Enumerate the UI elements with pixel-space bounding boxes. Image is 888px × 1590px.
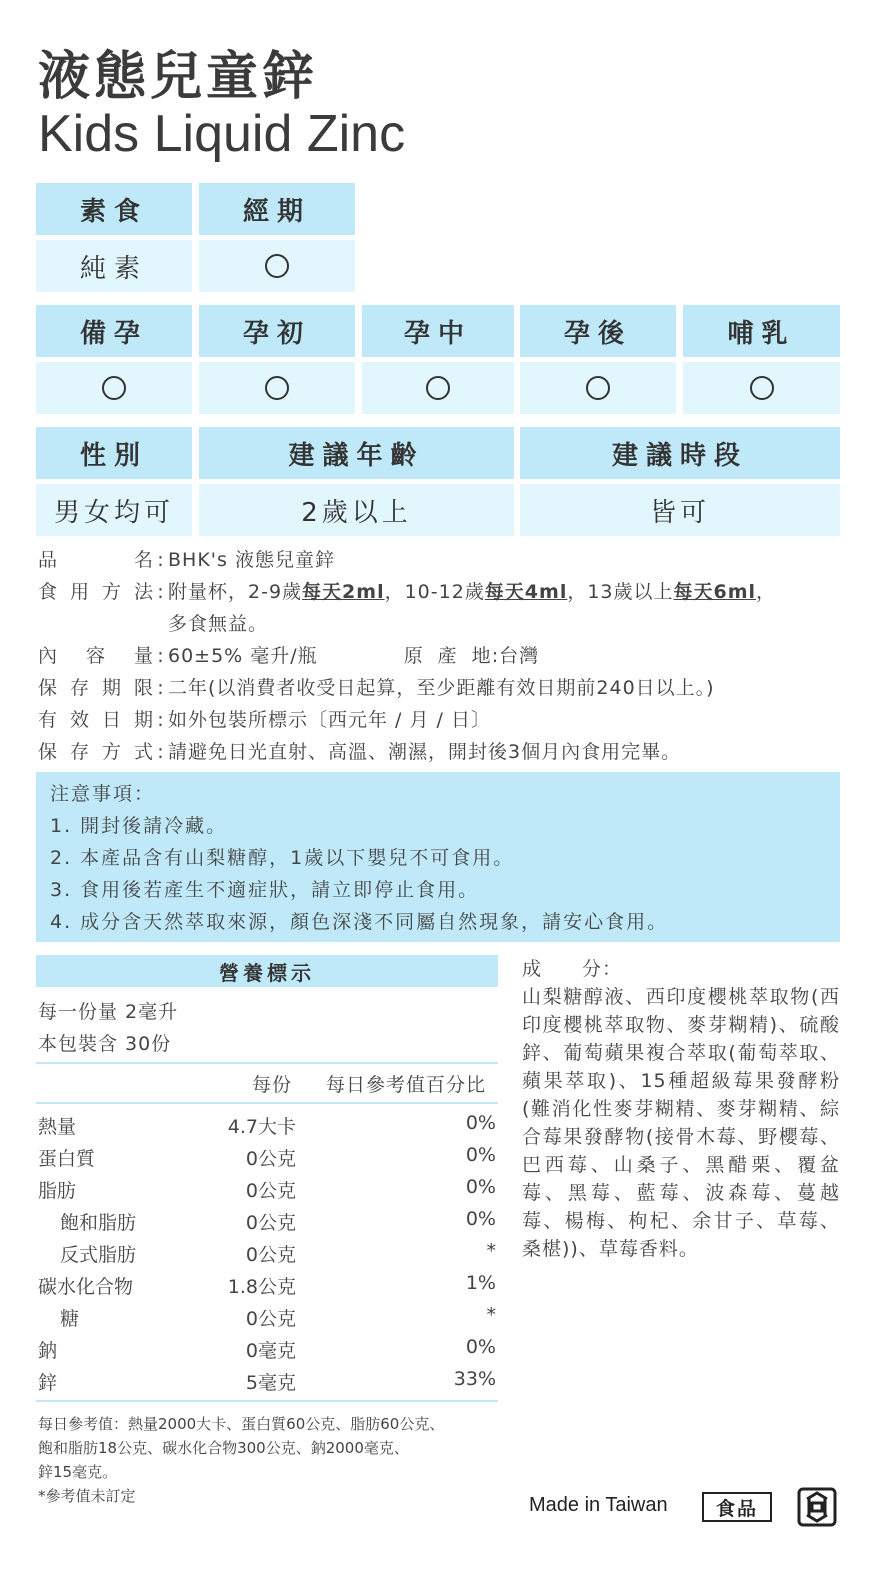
nutrition-footnote: 每日參考值：熱量2000大卡、蛋白質60公克、脂肪60公克、 飽和脂肪18公克、碳水化合物300公克、鈉2000毫克、 鋅15毫克。 *參考值未訂定 bbox=[38, 1415, 445, 1505]
pregnancy-value-nursing bbox=[683, 362, 840, 414]
pregnancy-value-early bbox=[199, 362, 355, 414]
info-value: 如外包裝所標示〔西元年 / 月 / 日〕 bbox=[168, 709, 491, 731]
nutrition-row: 反式脂肪 0公克 * bbox=[60, 1240, 496, 1266]
nutrition-row: 熱量 4.7大卡 0% bbox=[38, 1112, 496, 1138]
made-in-taiwan: Made in Taiwan bbox=[529, 1494, 668, 1516]
diet-header: 素食 bbox=[36, 183, 192, 235]
info-value: 請避免日光直射、高溫、潮濕，開封後3個月內食用完畢。 bbox=[168, 741, 682, 763]
nutrition-row: 脂肪 0公克 0% bbox=[38, 1176, 496, 1202]
notice-title: 注意事項： bbox=[50, 783, 156, 805]
info-value: BHK's 液態兒童鋅 bbox=[168, 549, 335, 571]
info-row-storage: 保存方式 : 請避免日光直射、高溫、潮濕，開封後3個月內食用完畢。 bbox=[38, 736, 848, 768]
notice-box bbox=[36, 772, 840, 942]
age-value: 2歲以上 bbox=[199, 484, 514, 536]
notice-item: 2. 本產品含有山梨糖醇，1歲以下嬰兒不可食用。 bbox=[50, 847, 515, 869]
timing-header: 建議時段 bbox=[520, 427, 840, 479]
pregnancy-header-mid: 孕中 bbox=[362, 305, 514, 357]
nutrition-row: 鋅 5毫克 33% bbox=[38, 1368, 496, 1394]
product-info bbox=[38, 544, 848, 768]
gender-header: 性別 bbox=[36, 427, 192, 479]
info-row-volume: 內容量 : 60±5% 毫升/瓶 原產地:台灣 bbox=[38, 640, 848, 672]
period-value bbox=[199, 240, 355, 292]
info-row-shelf: 保存期限 : 二年(以消費者收受日起算，至少距離有效日期前240日以上。) bbox=[38, 672, 848, 704]
ingredients bbox=[522, 955, 840, 1263]
pregnancy-header-prep: 備孕 bbox=[36, 305, 192, 357]
info-label: 食用方法 bbox=[38, 581, 154, 603]
serving-size: 每一份量 2毫升 bbox=[38, 1001, 179, 1023]
nutrition-row: 飽和脂肪 0公克 0% bbox=[60, 1208, 496, 1234]
nutrition-row: 鈉 0毫克 0% bbox=[38, 1336, 496, 1362]
servings-per-package: 本包裝含 30份 bbox=[38, 1033, 172, 1055]
info-label: 品名 bbox=[38, 549, 154, 571]
pregnancy-header-early: 孕初 bbox=[199, 305, 355, 357]
pregnancy-value-mid bbox=[362, 362, 514, 414]
circle-mark-icon bbox=[265, 376, 289, 400]
nutrition-row: 碳水化合物 1.8公克 1% bbox=[38, 1272, 496, 1298]
info-value: 二年(以消費者收受日起算，至少距離有效日期前240日以上。) bbox=[168, 677, 715, 699]
product-title-en: Kids Liquid Zinc bbox=[38, 105, 406, 163]
pregnancy-header-nursing: 哺乳 bbox=[683, 305, 840, 357]
divider bbox=[36, 1102, 498, 1104]
notice-item: 4. 成分含天然萃取來源，顏色深淺不同屬自然現象，請安心食用。 bbox=[50, 911, 669, 933]
origin-label: 原產地 bbox=[403, 645, 492, 667]
circle-mark-icon bbox=[102, 376, 126, 400]
column-daily-value: 每日參考值百分比 bbox=[326, 1074, 487, 1096]
divider bbox=[36, 1400, 498, 1402]
info-label: 有效日期 bbox=[38, 709, 154, 731]
nutrition-row: 糖 0公克 * bbox=[60, 1304, 496, 1330]
pregnancy-header-late: 孕後 bbox=[520, 305, 676, 357]
recycle-icon bbox=[797, 1487, 837, 1527]
pregnancy-value-late bbox=[520, 362, 676, 414]
timing-value: 皆可 bbox=[520, 484, 840, 536]
circle-mark-icon bbox=[586, 376, 610, 400]
circle-mark-icon bbox=[750, 376, 774, 400]
nutrition-title: 營養標示 bbox=[36, 955, 498, 987]
info-row-usage: 食用方法 : 附量杯，2-9歲每天2ml，10-12歲每天4ml，13歲以上每天6ml， 多食無益。 bbox=[38, 576, 848, 640]
ingredients-label: 成 分： bbox=[522, 958, 623, 980]
gender-value: 男女均可 bbox=[36, 484, 192, 536]
info-label: 保存期限 bbox=[38, 677, 154, 699]
diet-value: 純素 bbox=[36, 240, 192, 292]
column-per-serving: 每份 bbox=[252, 1074, 293, 1096]
notice-item: 1. 開封後請冷藏。 bbox=[50, 815, 228, 837]
circle-mark-icon bbox=[265, 254, 289, 278]
product-title-zh: 液態兒童鋅 bbox=[38, 47, 319, 107]
period-header: 經期 bbox=[199, 183, 355, 235]
info-label: 保存方式 bbox=[38, 741, 154, 763]
circle-mark-icon bbox=[426, 376, 450, 400]
age-header: 建議年齡 bbox=[199, 427, 514, 479]
info-value: 附量杯，2-9歲每天2ml，10-12歲每天4ml，13歲以上每天6ml， 多食無益。 bbox=[168, 581, 777, 635]
notice-item: 3. 食用後若產生不適症狀，請立即停止食用。 bbox=[50, 879, 480, 901]
ingredients-text: 山梨糖醇液、西印度櫻桃萃取物(西印度櫻桃萃取物、麥芽糊精)、硫酸鋅、葡萄蘋果複合萃取(葡萄萃取、蘋果萃取)、15種超級莓果發酵粉(難消化性麥芽糊精、麥芽糊精、綜合莓果發酵物(接骨木莓、野櫻莓、巴西莓、山桑子、黑醋栗、覆盆莓、黑莓、藍莓、波森莓、蔓越莓、楊梅、枸杞、余甘子、草莓、桑椹))、草莓香料。 bbox=[522, 986, 840, 1260]
info-value: 60±5% 毫升/瓶 原產地:台灣 bbox=[168, 640, 848, 672]
divider bbox=[36, 1062, 498, 1064]
info-row-expiry: 有效日期 : 如外包裝所標示〔西元年 / 月 / 日〕 bbox=[38, 704, 848, 736]
nutrition-rows bbox=[36, 1108, 498, 1396]
origin-value: 台灣 bbox=[499, 645, 540, 667]
food-label: 食品 bbox=[702, 1492, 772, 1522]
info-label: 內容量 bbox=[38, 645, 154, 667]
info-row-name: 品名 : BHK's 液態兒童鋅 bbox=[38, 544, 848, 576]
pregnancy-value-prep bbox=[36, 362, 192, 414]
nutrition-row: 蛋白質 0公克 0% bbox=[38, 1144, 496, 1170]
